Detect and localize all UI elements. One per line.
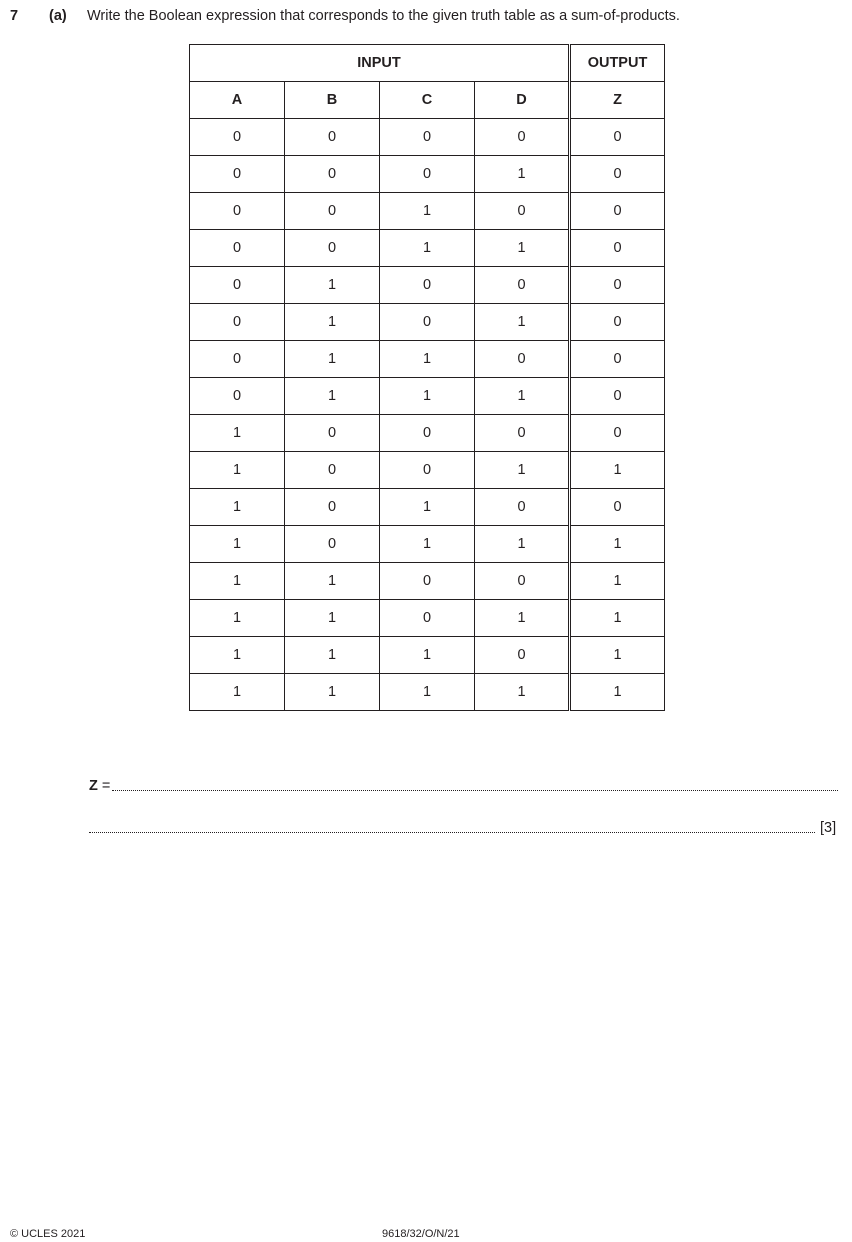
cell-b: 0 (285, 452, 380, 489)
cell-c: 1 (380, 230, 475, 267)
cell-a: 1 (190, 526, 285, 563)
cell-d: 0 (475, 119, 570, 156)
cell-a: 1 (190, 489, 285, 526)
cell-b: 0 (285, 526, 380, 563)
cell-b: 1 (285, 341, 380, 378)
table-row (190, 489, 665, 526)
cell-d: 1 (475, 304, 570, 341)
cell-a: 1 (190, 637, 285, 674)
cell-a: 1 (190, 674, 285, 711)
cell-d: 1 (475, 526, 570, 563)
cell-c: 1 (380, 489, 475, 526)
cell-c: 0 (380, 304, 475, 341)
column-header-z: Z (570, 82, 665, 119)
cell-d: 1 (475, 674, 570, 711)
cell-b: 1 (285, 637, 380, 674)
cell-a: 0 (190, 193, 285, 230)
cell-z: 0 (570, 378, 665, 415)
table-row (190, 637, 665, 674)
answer-label (89, 778, 110, 794)
group-header-row (190, 45, 665, 82)
cell-z: 1 (570, 637, 665, 674)
cell-z: 0 (570, 267, 665, 304)
cell-c: 0 (380, 600, 475, 637)
answer-line-1[interactable] (112, 790, 838, 791)
table-row (190, 341, 665, 378)
cell-z: 0 (570, 341, 665, 378)
cell-b: 1 (285, 378, 380, 415)
cell-b: 0 (285, 230, 380, 267)
cell-b: 1 (285, 563, 380, 600)
cell-c: 0 (380, 267, 475, 304)
cell-z: 1 (570, 600, 665, 637)
cell-b: 0 (285, 415, 380, 452)
cell-a: 1 (190, 452, 285, 489)
cell-d: 0 (475, 489, 570, 526)
answer-equals: = (97, 778, 111, 794)
cell-d: 1 (475, 600, 570, 637)
cell-d: 0 (475, 267, 570, 304)
footer-copyright: © UCLES 2021 (10, 1228, 86, 1240)
cell-a: 0 (190, 378, 285, 415)
cell-z: 0 (570, 304, 665, 341)
cell-c: 1 (380, 378, 475, 415)
cell-d: 0 (475, 637, 570, 674)
cell-z: 0 (570, 119, 665, 156)
cell-z: 0 (570, 489, 665, 526)
cell-c: 0 (380, 156, 475, 193)
cell-c: 0 (380, 563, 475, 600)
question-number: 7 (10, 8, 19, 24)
cell-z: 1 (570, 674, 665, 711)
cell-d: 0 (475, 563, 570, 600)
cell-b: 0 (285, 489, 380, 526)
cell-c: 1 (380, 674, 475, 711)
table-row (190, 267, 665, 304)
cell-a: 0 (190, 341, 285, 378)
cell-b: 0 (285, 119, 380, 156)
cell-c: 0 (380, 452, 475, 489)
table-row (190, 230, 665, 267)
table-row (190, 452, 665, 489)
column-header-a: A (190, 82, 285, 119)
cell-z: 1 (570, 526, 665, 563)
cell-a: 0 (190, 230, 285, 267)
cell-c: 0 (380, 415, 475, 452)
cell-c: 1 (380, 193, 475, 230)
table-row (190, 304, 665, 341)
cell-z: 0 (570, 156, 665, 193)
table-row (190, 563, 665, 600)
cell-b: 1 (285, 600, 380, 637)
cell-z: 0 (570, 193, 665, 230)
cell-z: 0 (570, 415, 665, 452)
cell-c: 0 (380, 119, 475, 156)
cell-a: 0 (190, 267, 285, 304)
cell-a: 1 (190, 415, 285, 452)
cell-c: 1 (380, 637, 475, 674)
cell-c: 1 (380, 341, 475, 378)
cell-a: 0 (190, 156, 285, 193)
cell-c: 1 (380, 526, 475, 563)
column-header-d: D (475, 82, 570, 119)
cell-z: 1 (570, 452, 665, 489)
table-row (190, 526, 665, 563)
output-group-header: OUTPUT (570, 45, 665, 82)
cell-d: 1 (475, 378, 570, 415)
answer-line-2[interactable] (89, 832, 815, 833)
marks-allocation: [3] (820, 820, 837, 836)
cell-b: 0 (285, 156, 380, 193)
cell-a: 0 (190, 304, 285, 341)
input-group-header: INPUT (190, 45, 570, 82)
footer-paper-code: 9618/32/O/N/21 (382, 1228, 460, 1240)
answer-variable: Z (89, 778, 98, 794)
table-row (190, 674, 665, 711)
column-header-b: B (285, 82, 380, 119)
table-row (190, 600, 665, 637)
table-row (190, 119, 665, 156)
cell-a: 0 (190, 119, 285, 156)
table-row (190, 378, 665, 415)
cell-b: 1 (285, 674, 380, 711)
table-row (190, 193, 665, 230)
table-row (190, 415, 665, 452)
cell-a: 1 (190, 563, 285, 600)
truth-table (189, 44, 665, 711)
column-header-c: C (380, 82, 475, 119)
cell-b: 0 (285, 193, 380, 230)
cell-d: 1 (475, 230, 570, 267)
cell-a: 1 (190, 600, 285, 637)
cell-b: 1 (285, 267, 380, 304)
question-text: Write the Boolean expression that corresponds to the given truth table as a sum-of-products. (87, 8, 680, 24)
column-header-row (190, 82, 665, 119)
cell-d: 1 (475, 452, 570, 489)
table-row (190, 156, 665, 193)
cell-z: 0 (570, 230, 665, 267)
cell-z: 1 (570, 563, 665, 600)
cell-d: 0 (475, 193, 570, 230)
cell-d: 0 (475, 415, 570, 452)
cell-b: 1 (285, 304, 380, 341)
question-part: (a) (49, 8, 67, 24)
cell-d: 0 (475, 341, 570, 378)
cell-d: 1 (475, 156, 570, 193)
